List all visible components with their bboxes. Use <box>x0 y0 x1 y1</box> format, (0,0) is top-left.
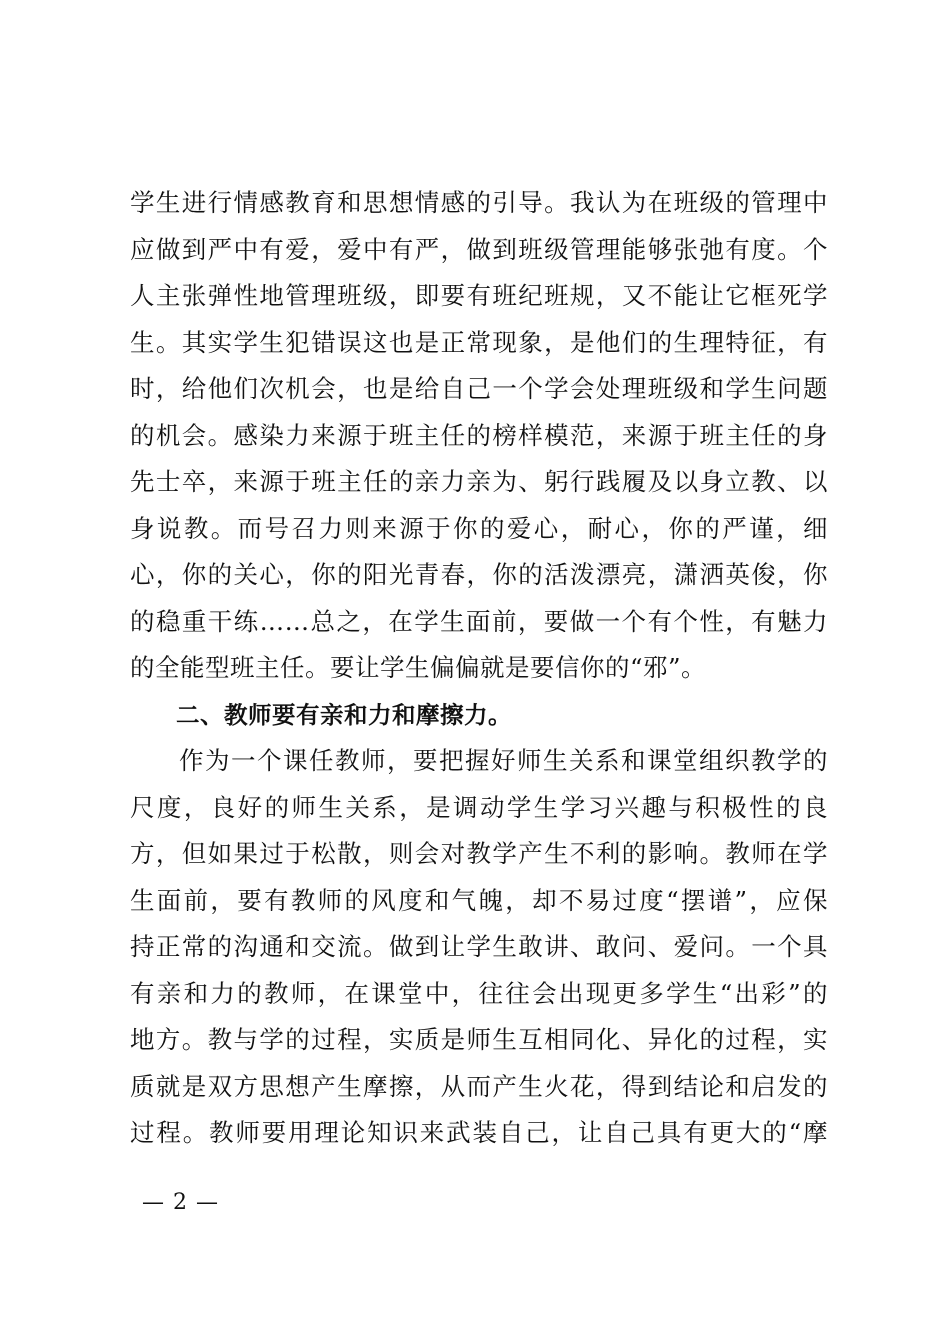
text-line: 的机会。感染力来源于班主任的榜样模范，来源于班主任的身 <box>130 420 828 450</box>
text-line: 先士卒，来源于班主任的亲力亲为、躬行践履及以身立教、以 <box>130 467 828 496</box>
paragraph-2 <box>130 738 828 1157</box>
text-line: 学生进行情感教育和思想情感的引导。我认为在班级的管理中 <box>130 188 828 217</box>
text-line: 身说教。而号召力则来源于你的爱心，耐心，你的严谨，细 <box>130 513 828 543</box>
text-line: 人主张弹性地管理班级，即要有班纪班规，又不能让它框死学 <box>130 281 828 310</box>
text-line: 过程。教师要用理论知识来武装自己，让自己具有更大的“摩 <box>130 1118 828 1147</box>
text-line: 生面前，要有教师的风度和气魄，却不易过度“摆谱”，应保 <box>130 885 828 915</box>
text-line: 持正常的沟通和交流。做到让学生敢讲、敢问、爱问。一个具 <box>130 932 828 961</box>
text-line: 方，但如果过于松散，则会对教学产生不利的影响。教师在学 <box>130 839 828 868</box>
text-line: 生。其实学生犯错误这也是正常现象，是他们的生理特征，有 <box>130 327 828 357</box>
text-line: 的全能型班主任。要让学生偏偏就是要信你的“邪”。 <box>130 653 707 682</box>
text-line: 尺度，良好的师生关系，是调动学生学习兴趣与积极性的良 <box>130 792 828 822</box>
page-number: — 2 — <box>142 1190 219 1215</box>
section-heading: 二、教师要有亲和力和摩擦力。 <box>176 700 512 729</box>
body-text <box>130 180 828 1157</box>
text-line: 有亲和力的教师，在课堂中，往往会出现更多学生“出彩”的 <box>130 978 828 1008</box>
paragraph-1 <box>130 180 828 692</box>
text-line: 心，你的关心，你的阳光青春，你的活泼漂亮，潇洒英俊，你 <box>130 560 828 589</box>
text-line: 时，给他们次机会，也是给自己一个学会处理班级和学生问题 <box>130 374 828 403</box>
text-line: 地方。教与学的过程，实质是师生互相同化、异化的过程，实 <box>130 1025 828 1054</box>
text-line: 作为一个课任教师，要把握好师生关系和课堂组织教学的 <box>179 746 828 775</box>
text-line: 质就是双方思想产生摩擦，从而产生火花，得到结论和启发的 <box>130 1071 828 1101</box>
text-line: 的稳重干练……总之，在学生面前，要做一个有个性，有魅力 <box>130 606 828 636</box>
text-line: 应做到严中有爱，爱中有严，做到班级管理能够张弛有度。个 <box>130 234 828 264</box>
